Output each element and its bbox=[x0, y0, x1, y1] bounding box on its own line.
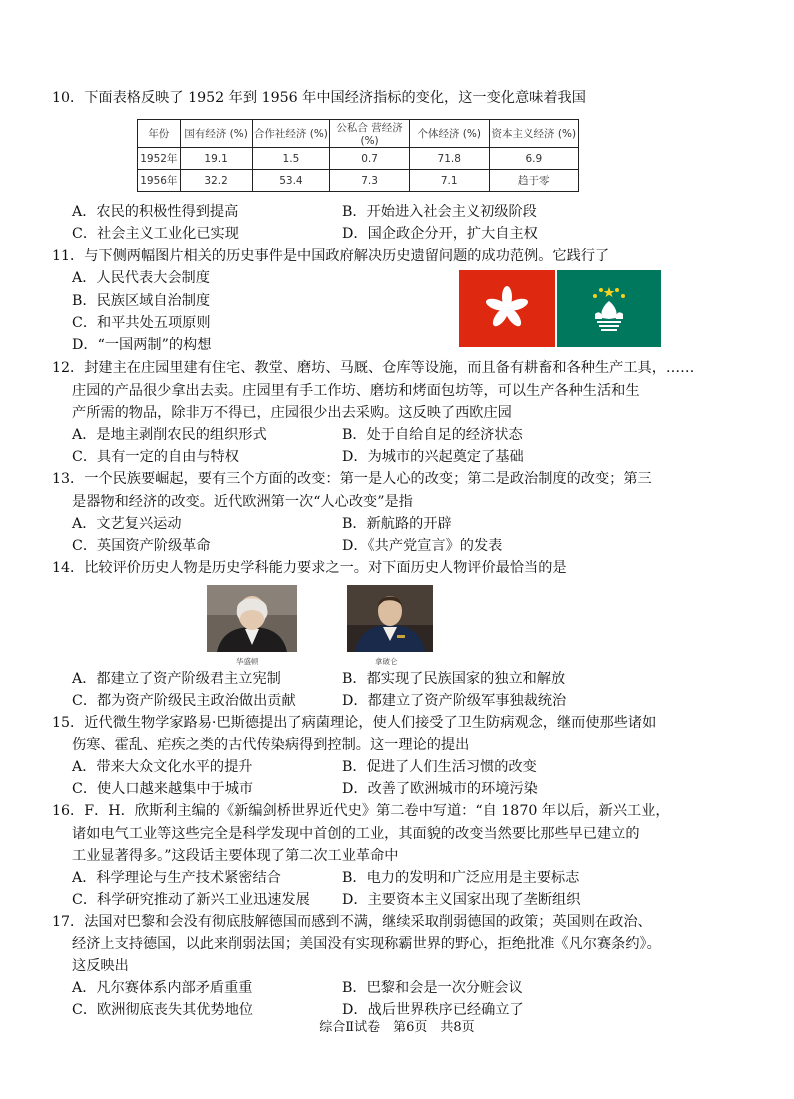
table-header-cell: 合作社经济 (%) bbox=[252, 120, 330, 148]
washington-portrait-image bbox=[207, 585, 297, 652]
q12-option-a: A．是地主剥削农民的组织形式 bbox=[72, 427, 267, 443]
table-header-cell: 年份 bbox=[138, 120, 181, 148]
q14-option-b: B．都实现了民族国家的独立和解放 bbox=[342, 671, 566, 687]
q17-option-a: A．凡尔赛体系内部矛盾重重 bbox=[72, 980, 253, 996]
macau-flag-image bbox=[557, 270, 661, 347]
table-row bbox=[138, 148, 579, 170]
table-header-cell: 国有经济 (%) bbox=[180, 120, 252, 148]
q14-option-a: A．都建立了资产阶级君主立宪制 bbox=[72, 671, 281, 687]
question-13-line-2: 是器物和经济的改变。近代欧洲第一次“人心改变”是指 bbox=[72, 494, 413, 510]
question-11-stem: 11．与下侧两幅图片相关的历史事件是中国政府解决历史遗留问题的成功范例。它践行了 bbox=[52, 248, 610, 264]
napoleon-portrait-image bbox=[347, 585, 433, 652]
q14-option-c: C．都为资产阶级民主政治做出贡献 bbox=[72, 693, 296, 709]
table-cell: 32.2 bbox=[180, 170, 252, 192]
table-cell: 趋于零 bbox=[489, 170, 578, 192]
table-cell: 1956年 bbox=[138, 170, 181, 192]
table-cell: 53.4 bbox=[252, 170, 330, 192]
table-header-cell: 个体经济 (%) bbox=[409, 120, 489, 148]
table-cell: 0.7 bbox=[330, 148, 410, 170]
q17-option-c: C．欧洲彻底丧失其优势地位 bbox=[72, 1002, 254, 1018]
question-13-line-1: 13．一个民族要崛起，要有三个方面的改变：第一是人心的改变；第二是政治制度的改变；第三 bbox=[52, 471, 652, 487]
q12-option-c: C．具有一定的自由与特权 bbox=[72, 449, 239, 465]
q13-option-d: D．《共产党宣言》的发表 bbox=[342, 538, 503, 554]
table-row bbox=[138, 170, 579, 192]
question-14-stem: 14．比较评价历史人物是历史学科能力要求之一。对下面历史人物评价最恰当的是 bbox=[52, 560, 567, 576]
q16-option-b: B．电力的发明和广泛应用是主要标志 bbox=[342, 870, 580, 886]
question-17-line-1: 17．法国对巴黎和会没有彻底肢解德国而感到不满，继续采取削弱德国的政策；英国则在政治、 bbox=[52, 914, 652, 930]
q16-option-a: A．科学理论与生产技术紧密结合 bbox=[72, 870, 281, 886]
question-12-line-1: 12．封建主在庄园里建有住宅、教堂、磨坊、马厩、仓库等设施，而且备有耕畜和各种生产工具，…… bbox=[52, 360, 695, 376]
question-10-stem: 10．下面表格反映了 1952 年到 1956 年中国经济指标的变化，这一变化意味着我国 bbox=[52, 90, 586, 106]
table-header-row bbox=[138, 120, 579, 148]
q11-option-a: A．人民代表大会制度 bbox=[72, 270, 210, 286]
q10-option-c: C．社会主义工业化已实现 bbox=[72, 226, 239, 242]
table-cell: 71.8 bbox=[409, 148, 489, 170]
q15-option-c: C．使人口越来越集中于城市 bbox=[72, 781, 254, 797]
table-cell: 19.1 bbox=[180, 148, 252, 170]
q13-option-b: B．新航路的开辟 bbox=[342, 516, 452, 532]
q13-option-c: C．英国资产阶级革命 bbox=[72, 538, 211, 554]
economy-table bbox=[137, 119, 579, 192]
table-cell: 6.9 bbox=[489, 148, 578, 170]
washington-caption: 华盛顿 bbox=[236, 657, 259, 666]
table-header-cell: 资本主义经济 (%) bbox=[489, 120, 578, 148]
table-cell: 7.1 bbox=[409, 170, 489, 192]
q11-option-d: D．“一国两制”的构想 bbox=[72, 337, 212, 353]
question-17-line-2: 经济上支持德国，以此来削弱法国；美国没有实现称霸世界的野心，拒绝批准《凡尔赛条约》。 bbox=[72, 936, 661, 952]
q15-option-d: D．改善了欧洲城市的环境污染 bbox=[342, 781, 538, 797]
question-15-line-1: 15．近代微生物学家路易·巴斯德提出了病菌理论，使人们接受了卫生防病观念，继而使那些诸如 bbox=[52, 715, 657, 731]
q15-option-b: B．促进了人们生活习惯的改变 bbox=[342, 759, 537, 775]
question-16-line-3: 工业显著得多。”这段话主要体现了第二次工业革命中 bbox=[72, 848, 399, 864]
question-16-line-1: 16．F．H．欣斯利主编的《新编剑桥世界近代史》第二卷中写道：“自 1870 年以后，新兴工业， bbox=[52, 803, 670, 819]
q11-option-b: B．民族区域自治制度 bbox=[72, 293, 211, 309]
q16-option-d: D．主要资本主义国家出现了垄断组织 bbox=[342, 892, 581, 908]
q11-option-c: C．和平共处五项原则 bbox=[72, 315, 211, 331]
q15-option-a: A．带来大众文化水平的提升 bbox=[72, 759, 253, 775]
napoleon-caption: 拿破仑 bbox=[375, 657, 398, 666]
question-17-line-3: 这反映出 bbox=[72, 958, 129, 974]
q10-option-a: A．农民的积极性得到提高 bbox=[72, 204, 239, 220]
question-12-line-3: 产所需的物品，除非万不得已，庄园很少出去采购。这反映了西欧庄园 bbox=[72, 405, 512, 421]
hong-kong-flag-image bbox=[459, 270, 555, 347]
table-cell: 1952年 bbox=[138, 148, 181, 170]
q16-option-c: C．科学研究推动了新兴工业迅速发展 bbox=[72, 892, 310, 908]
q10-option-b: B．开始进入社会主义初级阶段 bbox=[342, 204, 537, 220]
question-16-line-2: 诸如电气工业等这些完全是科学发现中首创的工业，其面貌的改变当然要比那些早已建立的 bbox=[72, 826, 640, 842]
q12-option-b: B．处于自给自足的经济状态 bbox=[342, 427, 523, 443]
question-15-line-2: 伤寒、霍乱、疟疾之类的古代传染病得到控制。这一理论的提出 bbox=[72, 737, 470, 753]
q17-option-b: B．巴黎和会是一次分赃会议 bbox=[342, 980, 523, 996]
q10-option-d: D．国企政企分开，扩大自主权 bbox=[342, 226, 538, 242]
table-cell: 7.3 bbox=[330, 170, 410, 192]
table-cell: 1.5 bbox=[252, 148, 330, 170]
q13-option-a: A．文艺复兴运动 bbox=[72, 516, 182, 532]
q12-option-d: D．为城市的兴起奠定了基础 bbox=[342, 449, 524, 465]
question-12-line-2: 庄园的产品很少拿出去卖。庄园里有手工作坊、磨坊和烤面包坊等，可以生产各种生活和生 bbox=[72, 383, 640, 399]
q14-option-d: D．都建立了资产阶级军事独裁统治 bbox=[342, 693, 567, 709]
table-header-cell: 公私合 营经济 (%) bbox=[330, 120, 410, 148]
q17-option-d: D．战后世界秩序已经确立了 bbox=[342, 1002, 524, 1018]
page-footer: 综合Ⅱ试卷 第6页 共8页 bbox=[319, 1020, 475, 1035]
